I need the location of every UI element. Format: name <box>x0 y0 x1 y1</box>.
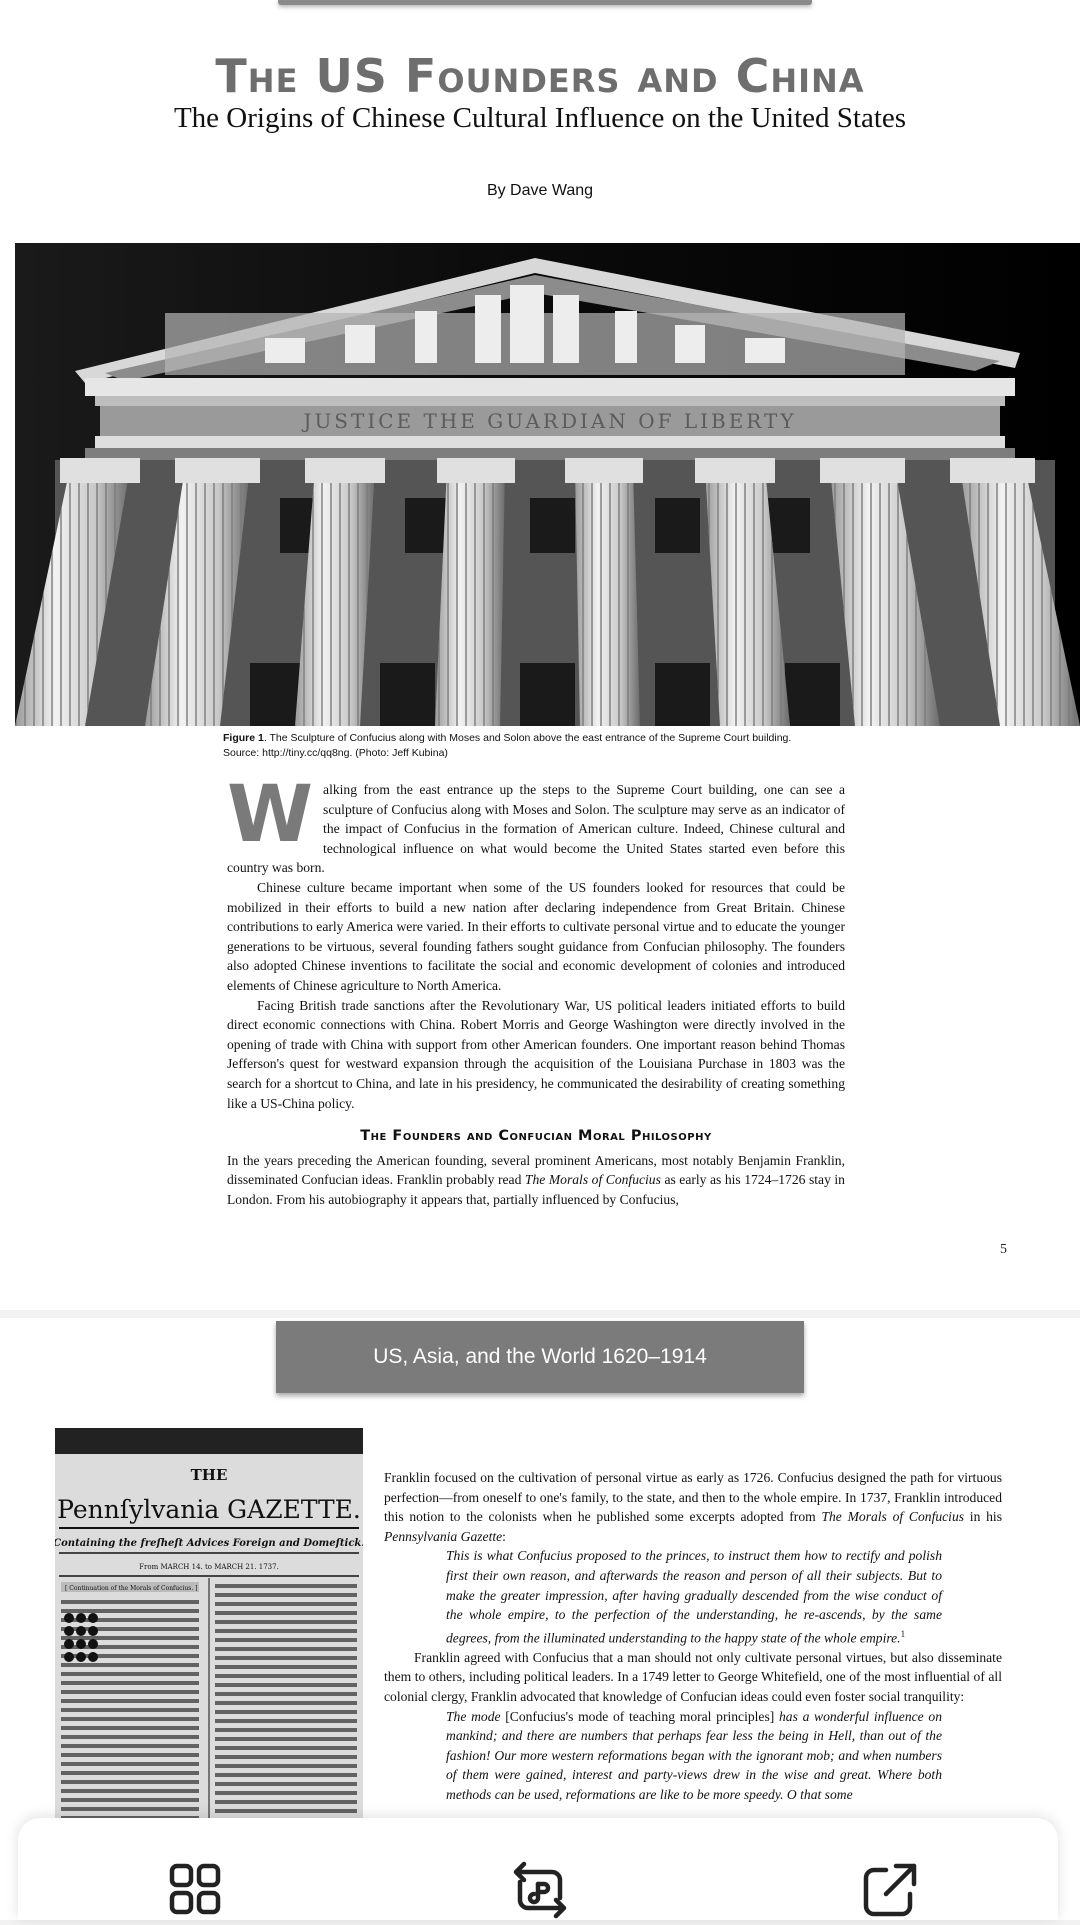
paragraph: Franklin focused on the cultivation of personal virtue as early as 1726. Confucius designed the path for virtuous perfection—from oneself to one's family, to the state, and then to the whole empire. In 1737, Franklin introduced this notion to the colonists when he published some excerpts adopted from The Morals of Confucius in his Pennsylvania Gazette: <box>384 1470 1002 1544</box>
paragraph: Facing British trade sanctions after the Revolutionary War, US political leaders initiated efforts to build direct economic connections with China. Robert Morris and George Washington were directly involved in the opening of trade with China with support from other American founders. One important reason behind Thomas Jefferson's quest for westward expansion through the acquisition of the Louisiana Purchase in 1803 was the search for a shortcut to China, and late in his presidency, he communicated the desirability of creating something like a US-China policy. <box>227 997 845 1111</box>
section-heading: The Founders and Confucian Moral Philosophy <box>360 1128 712 1145</box>
convert-pdf-button[interactable] <box>510 1860 570 1920</box>
article-body-continued <box>384 1468 1002 1805</box>
block-quote: The mode [Confucius's mode of teaching moral principles] has a wonderful influence on mankind; and there are numbers that perhaps fear less the being in Hell, than out of the fashion! Our more western reformations began with the ignorant mob; and when numbers of them were gained, interest and party-views drew in the wise and great. Where both methods can be used, reformations are like to be more speedy. O that some <box>446 1708 942 1803</box>
share-button[interactable] <box>860 1860 920 1920</box>
bottom-toolbar <box>18 1818 1058 1920</box>
supreme-court-photo <box>15 243 1080 726</box>
figure-caption <box>223 731 863 761</box>
inscription: JUSTICE THE GUARDIAN OF LIBERTY <box>303 409 797 433</box>
article-body <box>227 770 845 1209</box>
article-title: The US Founders and China <box>215 49 865 103</box>
svg-text:[ Continuation of the Morals o: [ Continuation of the Morals of Confucius. ] <box>65 1585 198 1592</box>
page-number: 5 <box>1000 1242 1007 1257</box>
caption-label: Figure 1 <box>223 732 264 744</box>
pennsylvania-gazette-image <box>55 1428 363 1828</box>
page-grid-button[interactable] <box>166 1860 226 1920</box>
block-quote: This is what Confucius proposed to the princes, to instruct them how to rectify and polish first their own reason, and afterwards the reason and person of all their subjects. But to make the greater impression, after having gradually descended from the wise conduct of the whole empire, to the perfection of the understanding, he re-ascends, by the same degrees, from the illuminated understanding to the happy state of the whole empire.$^1$ <box>446 1548 942 1646</box>
caption-text: . The Sculpture of Confucius along with Moses and Solon above the east entrance of the Supreme Court building. <box>263 732 792 744</box>
previous-page-edge <box>278 0 812 5</box>
author-byline: By Dave Wang <box>486 182 594 199</box>
grid-icon <box>166 1860 226 1920</box>
caption-source: Source: http://tiny.cc/qq8ng. (Photo: Jeff Kubina) <box>223 747 448 759</box>
svg-text:Pennſylvania GAZETTE.: Pennſylvania GAZETTE. <box>57 1495 361 1524</box>
share-icon <box>860 1860 920 1920</box>
svg-text:From MARCH 14. to MARCH 21. 17: From MARCH 14. to MARCH 21. 1737. <box>139 1563 279 1571</box>
footnote-marker: 1 <box>900 1628 906 1639</box>
convert-icon <box>510 1860 570 1920</box>
paragraph: Walking from the east entrance up the steps to the Supreme Court building, one can see a sculpture of Confucius along with Moses and Solon. The sculpture may serve as an indicator of the impact of Confucius in the formation of American culture. Indeed, Chinese cultural and technological influence on what would become the United States started even before this country was born. <box>227 770 845 876</box>
paragraph: Franklin agreed with Confucius that a man should not only cultivate personal virtues, but also disseminate them to others, including political leaders. In a 1749 letter to George Whitefield, one of the most influential of all colonial clergy, Franklin advocated that knowledge of Confucian ideas could even foster social tranquility: <box>384 1649 1002 1705</box>
paragraph: Chinese culture became important when some of the US founders looked for resources that could be mobilized in their efforts to build a new nation after declaring independence from Great Britain. Chinese contributions to early America were varied. In their efforts to cultivate personal virtue and to educate the younger generations to be virtuous, several founding fathers sought guidance from Confucian philosophy. The founders also adopted Chinese inventions to facilitate the social and economic development of colonies and introduced elements of Chinese agriculture to North America. <box>227 879 845 993</box>
article-subtitle: The Origins of Chinese Cultural Influence on the United States <box>173 102 907 134</box>
drop-cap: W <box>227 770 314 860</box>
svg-text:Containing the freſheſt Advice: Containing the freſheſt Advices Foreign and Domeſtick. <box>55 1538 363 1549</box>
running-header-banner: US, Asia, and the World 1620–1914 <box>276 1321 804 1393</box>
svg-text:THE: THE <box>190 1466 228 1484</box>
paragraph: In the years preceding the American founding, several prominent Americans, most notably Benjamin Franklin, disseminated Confucian ideas. Franklin probably read The Morals of Confucius as early as his 1724–1726 stay in London. From his autobiography it appears that, partially influenced by Confucius, <box>227 1152 845 1207</box>
